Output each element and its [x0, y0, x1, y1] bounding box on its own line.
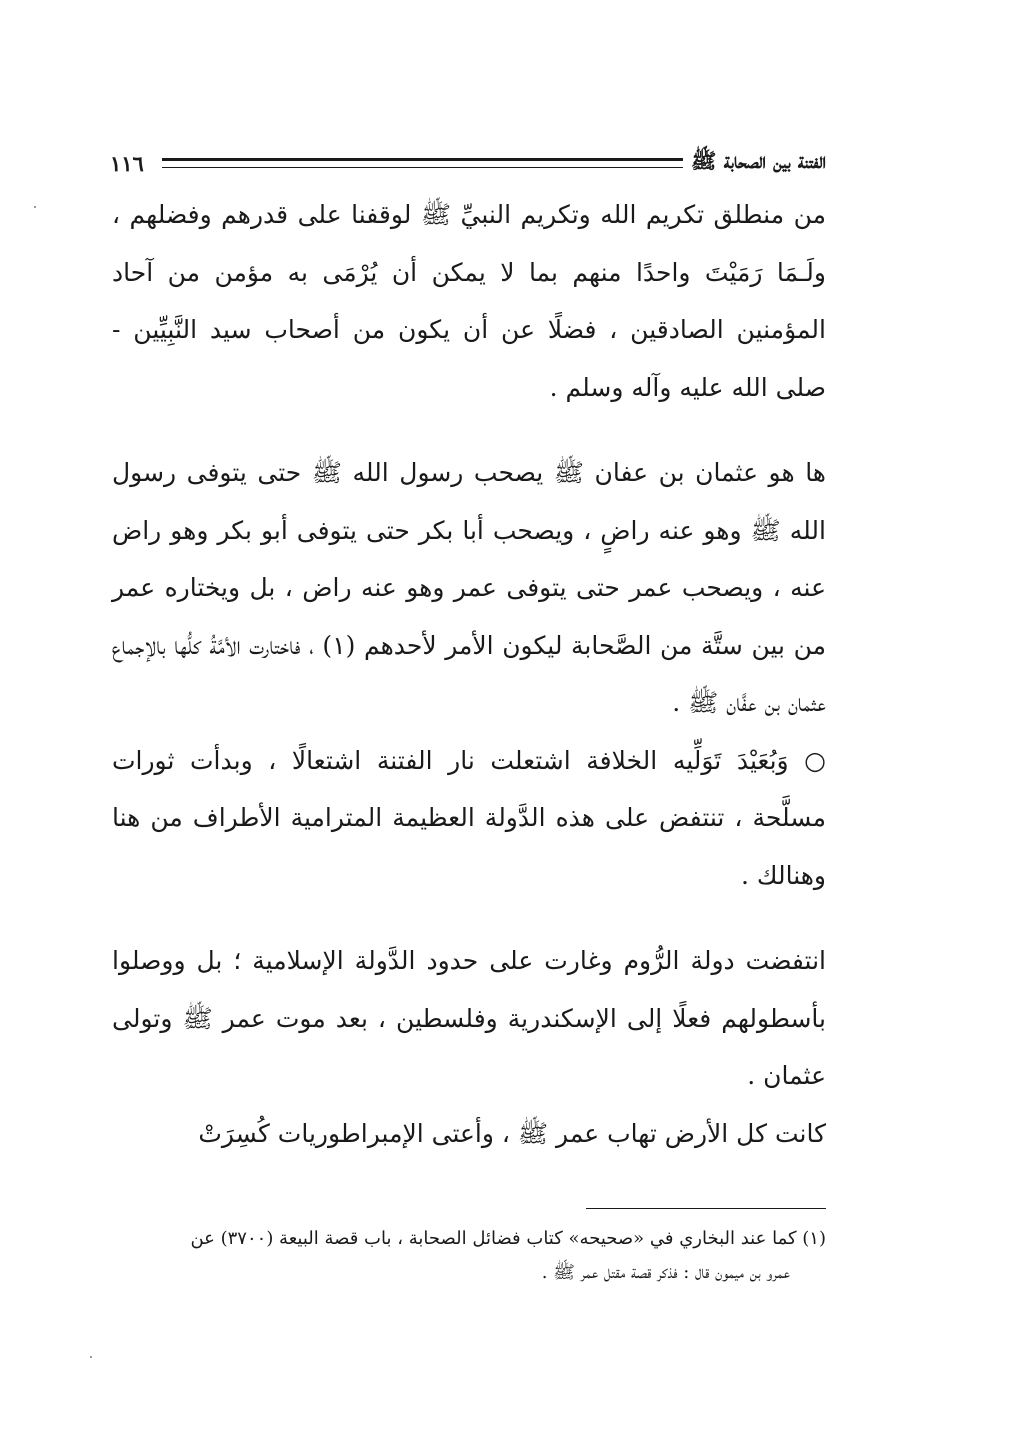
paragraph: ○ وَبُعَيْدَ تَوَلِّيه الخلافة اشتعلت نار الفتنة اشتعالًا ، وبدأت ثورات مسلَّحة ، تنتفض على هذه الدَّولة العظيمة المترامية الأطراف من هنا وهنالك .	[112, 745, 826, 890]
footnote-line: عمرو بن ميمون قال : فذكر قصة مقتل عمر ﷺ .	[541, 1262, 790, 1283]
running-title: الفتنة بين الصحابة ﷺ	[691, 147, 826, 173]
paragraph: كانت كل الأرض تهاب عمر ﷺ ، وأعتى الإمبراطوريات كُسِرَتْ	[198, 1118, 826, 1148]
paragraph: انتفضت دولة الرُّوم وغارت على حدود الدَّولة الإسلامية ؛ بل ووصلوا بأسطولهم فعلًا إلى الإسكندرية وفلسطين ، بعد موت عمر ﷺ وتولى عثمان .	[112, 946, 826, 1090]
scan-speck	[34, 206, 36, 208]
footnotes	[112, 1222, 826, 1290]
page-header	[110, 146, 826, 180]
footnote-separator	[586, 1208, 826, 1209]
paragraph: من منطلق تكريم الله وتكريم النبيِّ ﷺ لوقفنا على قدرهم وفضلهم ، ولَـمَا رَمَيْتَ واحدًا منهم بما لا يمكن أن يُرْمَى به مؤمن من آحاد المؤمنين الصادقين ، فضلًا عن أن يكون من أصحاب سيد النَّبِيِّين - صلى الله عليه وآله وسلم .	[112, 200, 826, 402]
footnote-line: (١) كما عند البخاري في «صحيحه» كتاب فضائل الصحابة ، باب قصة البيعة (٣٧٠٠) عن	[190, 1228, 826, 1249]
scan-speck	[90, 1356, 92, 1358]
page-number: ١١٦	[110, 150, 144, 176]
main-text	[112, 186, 826, 1162]
header-rule	[162, 158, 683, 168]
paragraph: ها هو عثمان بن عفان ﷺ يصحب رسول الله ﷺ حتى يتوفى رسول الله ﷺ وهو عنه راضٍ ، ويصحب أبا بكر حتى يتوفى أبو بكر وهو راض عنه ، ويصحب عمر حتى يتوفى عمر وهو عنه راض ، بل ويختاره عمر من بين ستَّة من الصَّحابة ليكون الأمر لأحدهم (١) ، فاختارت الأمَّةُ كلُّها بالإجماع عثمان بن عفَّان ﷺ .	[112, 458, 827, 717]
